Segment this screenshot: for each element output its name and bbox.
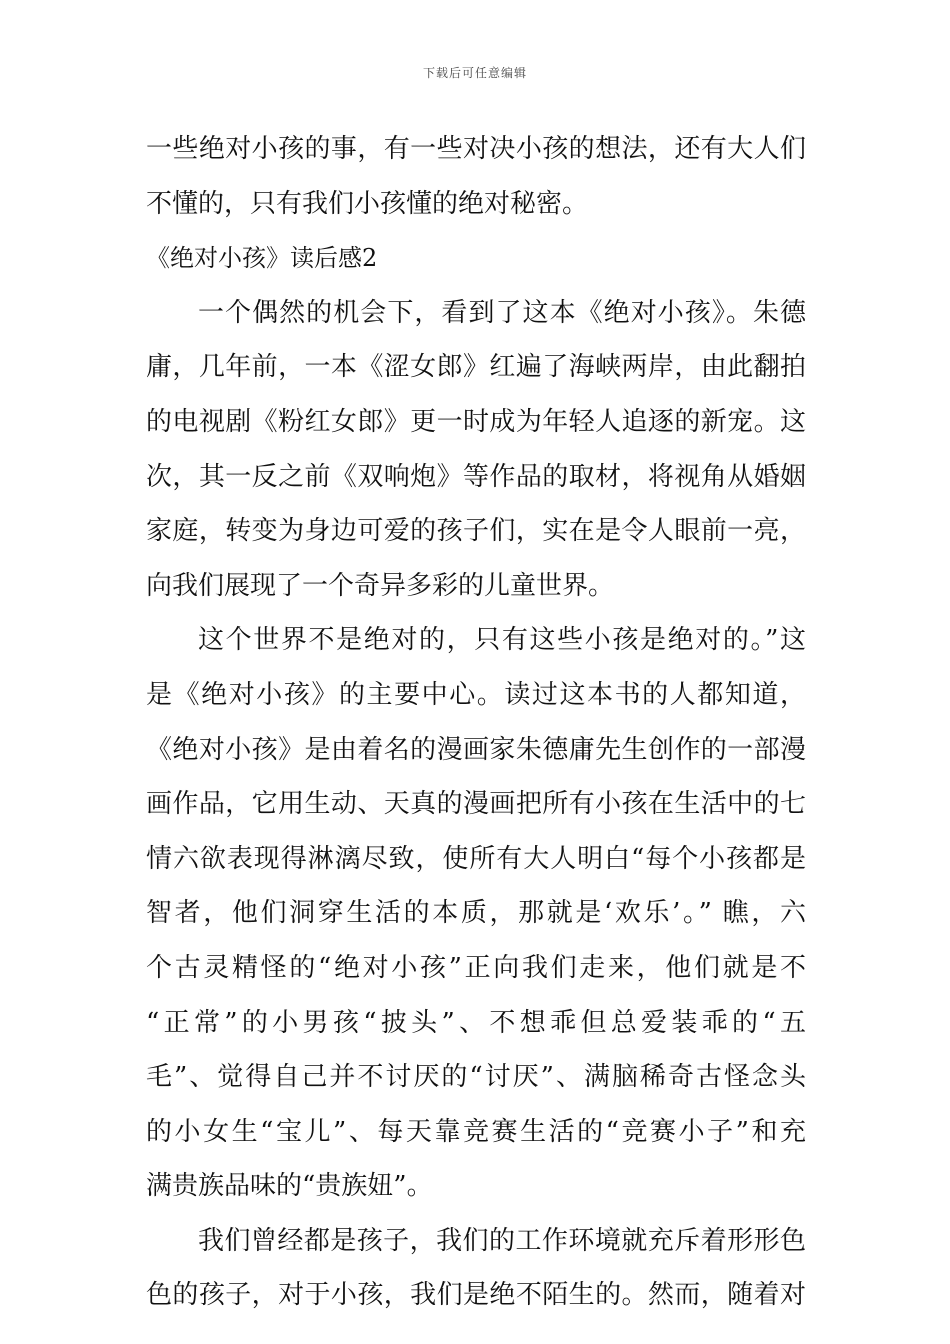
text-line: 家庭，转变为身边可爱的孩子们，实在是令人眼前一亮， xyxy=(146,516,806,547)
text-line: 画作品，它用生动、天真的漫画把所有小孩在生活中的七 xyxy=(146,789,806,820)
text-line: 的电视剧《粉红女郎》更一时成为年轻人追逐的新宠。这 xyxy=(146,406,806,437)
body-text xyxy=(146,122,806,1323)
text-line: 这个世界不是绝对的，只有这些小孩是绝对的。”这 xyxy=(198,625,806,656)
page-header: 下载后可任意编辑 xyxy=(422,66,527,80)
text-line: 是《绝对小孩》的主要中心。读过这本书的人都知道， xyxy=(146,679,806,710)
text-line: 次，其一反之前《双响炮》等作品的取材，将视角从婚姻 xyxy=(146,461,806,492)
text-line: 满贵族品味的“贵族妞”。 xyxy=(146,1171,433,1202)
text-line: “正常”的小男孩“披头”、不想乖但总爱装乖的“五 xyxy=(146,1007,806,1038)
text-line: 的小女生“宝儿”、每天靠竞赛生活的“竞赛小子”和充 xyxy=(146,1116,806,1147)
text-line: 我们曾经都是孩子，我们的工作环境就充斥着形形色 xyxy=(198,1225,806,1256)
text-line: 情六欲表现得淋漓尽致，使所有大人明白“每个小孩都是 xyxy=(146,843,806,874)
section-heading: 《绝对小孩》读后感2 xyxy=(146,244,378,273)
text-line: 《绝对小孩》是由着名的漫画家朱德庸先生创作的一部漫 xyxy=(146,734,806,765)
text-line: 毛”、觉得自己并不讨厌的“讨厌”、满脑稀奇古怪念头 xyxy=(146,1062,806,1093)
text-line: 个古灵精怪的“绝对小孩”正向我们走来，他们就是不 xyxy=(146,952,806,983)
text-line: 一些绝对小孩的事，有一些对决小孩的想法，还有大人们 xyxy=(146,134,806,164)
text-line: 一个偶然的机会下，看到了这本《绝对小孩》。朱德 xyxy=(198,297,806,328)
text-line: 不懂的，只有我们小孩懂的绝对秘密。 xyxy=(146,188,589,219)
text-line: 色的孩子，对于小孩，我们是绝不陌生的。然而，随着对 xyxy=(146,1280,806,1311)
text-line: 智者，他们洞穿生活的本质，那就是‘欢乐’。” 瞧，六 xyxy=(146,898,806,929)
text-line: 向我们展现了一个奇异多彩的儿童世界。 xyxy=(146,570,615,601)
text-line: 庸，几年前，一本《涩女郎》红遍了海峡两岸，由此翻拍 xyxy=(146,352,806,383)
